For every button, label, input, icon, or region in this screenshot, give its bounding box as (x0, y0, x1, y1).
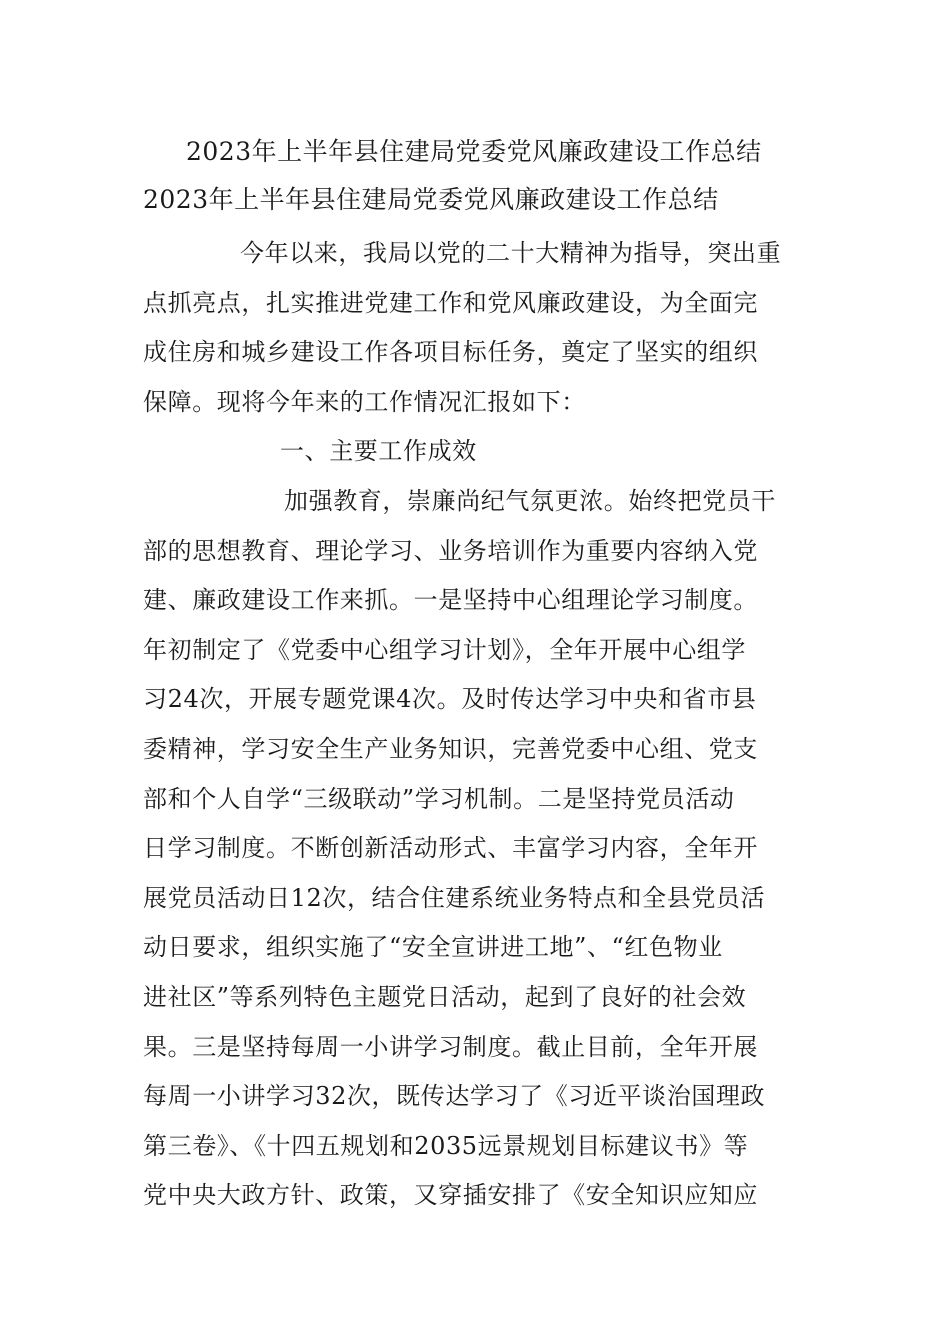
body-line: 党中央大政方针、政策，又穿插安排了《安全知识应知应 (143, 1181, 758, 1210)
document-title-repeat: 2023年上半年县住建局党委党风廉政建设工作总结 (143, 185, 719, 214)
body-line: 展党员活动日12次，结合住建系统业务特点和全县党员活 (143, 883, 766, 912)
body-line: 每周一小讲学习32次，既传达学习了《习近平谈治国理政 (143, 1082, 766, 1111)
body-line: 第三卷》、《十四五规划和2035远景规划目标建议书》等 (143, 1131, 749, 1160)
body-line: 果。三是坚持每周一小讲学习制度。截止目前，全年开展 (143, 1032, 758, 1061)
body-line: 部的思想教育、理论学习、业务培训作为重要内容纳入党 (143, 536, 758, 565)
body-line: 年初制定了《党委中心组学习计划》，全年开展中心组学 (143, 635, 746, 664)
intro-line: 保障。现将今年来的工作情况汇报如下： (143, 387, 586, 416)
body-line: 建、廉政建设工作来抓。一是坚持中心组理论学习制度。 (143, 586, 758, 615)
body-line: 加强教育，崇廉尚纪气氛更浓。始终把党员干 (284, 486, 776, 515)
section-heading: 一、主要工作成效 (280, 437, 477, 466)
body-line: 进社区”等系列特色主题党日活动，起到了良好的社会效 (143, 982, 747, 1011)
body-line: 日学习制度。不断创新活动形式、丰富学习内容，全年开 (143, 834, 758, 863)
document-body (143, 229, 808, 1221)
body-line: 委精神，学习安全生产业务知识，完善党委中心组、党支 (143, 734, 758, 763)
document-title: 2023年上半年县住建局党委党风廉政建设工作总结 (186, 137, 762, 166)
intro-line: 成住房和城乡建设工作各项目标任务，奠定了坚实的组织 (143, 338, 758, 367)
body-line: 动日要求，组织实施了“安全宣讲进工地”、“红色物业 (143, 933, 723, 962)
intro-line: 今年以来，我局以党的二十大精神为指导，突出重 (240, 239, 782, 267)
intro-line: 点抓亮点，扎实推进党建工作和党风廉政建设，为全面完 (143, 288, 758, 317)
body-line: 习24次，开展专题党课4次。及时传达学习中央和省市县 (143, 685, 757, 714)
body-line: 部和个人自学“三级联动”学习机制。二是坚持党员活动 (143, 784, 735, 813)
